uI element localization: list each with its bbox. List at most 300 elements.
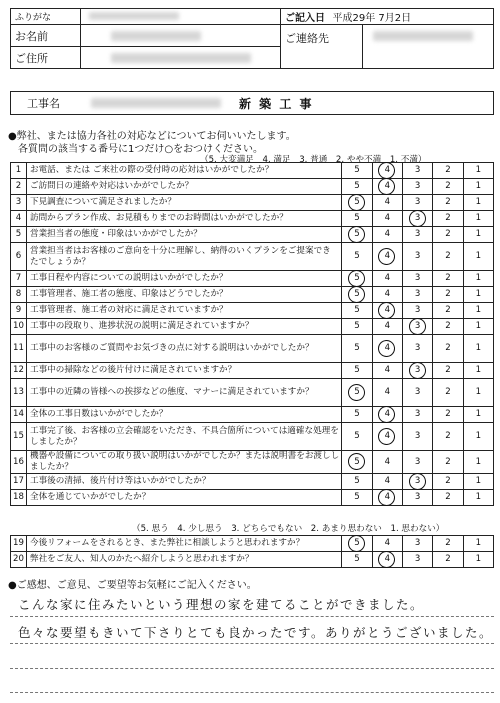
score-option-5[interactable] — [342, 552, 372, 568]
score-option-3[interactable] — [402, 536, 432, 552]
question-number: 20 — [11, 552, 27, 568]
score-number: 4 — [384, 165, 391, 175]
score-number: 4 — [384, 409, 391, 419]
score-number: 4 — [384, 197, 391, 207]
score-option-2[interactable] — [433, 335, 463, 363]
score-number: 1 — [475, 538, 482, 548]
score-number: 2 — [445, 554, 451, 564]
question-row — [11, 552, 494, 568]
intro-line1: ●弊社、または協力各社の対応などについてお伺いいたします。 — [8, 131, 296, 142]
score-number: 2 — [445, 538, 451, 548]
score-option-5[interactable] — [342, 179, 372, 195]
score-number: 4 — [384, 181, 391, 191]
score-option-2[interactable] — [433, 451, 463, 474]
score-option-3[interactable] — [402, 243, 432, 271]
score-number: 3 — [414, 409, 421, 419]
circle-mark — [377, 487, 396, 506]
score-option-3[interactable] — [402, 303, 432, 319]
score-number: 5 — [354, 409, 360, 419]
score-option-4[interactable] — [372, 474, 402, 490]
question-text: 工事管理者、施工者の態度、印象はどうでしたか？ — [26, 287, 341, 303]
question-row — [11, 335, 494, 363]
score-option-2[interactable] — [433, 287, 463, 303]
name-label: お名前 — [11, 25, 81, 47]
question-row — [11, 179, 494, 195]
comments-label: ●ご感想、ご意見、ご要望等お気軽にご記入ください。 — [8, 580, 257, 591]
project-name-box — [10, 91, 494, 115]
score-option-5[interactable] — [342, 287, 372, 303]
question-row — [11, 379, 494, 407]
score-option-1[interactable] — [463, 319, 493, 335]
scale-legend-satisfaction: （5. 大変満足 4. 満足 3. 普通 2. やや不満 1. 不満） — [200, 155, 427, 165]
score-option-4[interactable] — [372, 490, 402, 506]
score-option-4[interactable] — [372, 271, 402, 287]
circle-mark — [347, 192, 366, 211]
score-number: 1 — [475, 343, 482, 353]
score-option-3[interactable] — [402, 227, 432, 243]
score-number: 5 — [354, 365, 360, 375]
score-number: 3 — [414, 431, 421, 441]
score-number: 2 — [445, 476, 451, 486]
score-option-2[interactable] — [433, 423, 463, 451]
score-option-5[interactable] — [342, 451, 372, 474]
circle-mark — [408, 471, 427, 490]
question-text: お電話、または ご来社の際の受付時の応対はいかがでしたか？ — [26, 163, 341, 179]
score-number: 3 — [414, 365, 421, 375]
score-number: 5 — [354, 538, 360, 548]
question-row — [11, 319, 494, 335]
score-number: 4 — [384, 492, 391, 502]
question-text: 工事中の近隣の皆様への挨拶などの態度、マナーに満足されていますか？ — [26, 379, 341, 407]
question-text: 工事中の掃除などの後片付けに満足されていますか？ — [26, 363, 341, 379]
score-number: 1 — [475, 305, 482, 315]
question-row — [11, 303, 494, 319]
score-number: 4 — [384, 538, 391, 548]
score-number: 5 — [354, 181, 360, 191]
score-option-4[interactable] — [372, 287, 402, 303]
score-option-4[interactable] — [372, 195, 402, 211]
score-number: 5 — [354, 197, 360, 207]
score-number: 2 — [445, 321, 451, 331]
question-number: 18 — [11, 490, 27, 506]
score-number: 3 — [414, 538, 421, 548]
questionnaire-table — [10, 162, 494, 506]
score-option-3[interactable] — [402, 195, 432, 211]
score-number: 1 — [475, 554, 482, 564]
score-number: 4 — [384, 273, 391, 283]
score-number: 2 — [445, 165, 451, 175]
score-option-2[interactable] — [433, 490, 463, 506]
question-number: 17 — [11, 474, 27, 490]
score-option-5[interactable] — [342, 271, 372, 287]
circle-mark — [347, 284, 366, 303]
score-number: 2 — [445, 387, 451, 397]
score-option-1[interactable] — [463, 335, 493, 363]
score-number: 2 — [445, 409, 451, 419]
score-option-1[interactable] — [463, 163, 493, 179]
score-option-2[interactable] — [433, 319, 463, 335]
score-number: 4 — [384, 343, 391, 353]
question-text: 機器や設備についての取り扱い説明はいかがでしたか？または説明書をお渡ししましたか？ — [26, 451, 341, 474]
score-number: 5 — [354, 476, 360, 486]
question-number: 7 — [11, 271, 27, 287]
score-number: 5 — [354, 343, 360, 353]
score-option-4[interactable] — [372, 303, 402, 319]
question-number: 12 — [11, 363, 27, 379]
score-number: 4 — [384, 305, 391, 315]
question-number: 2 — [11, 179, 27, 195]
circle-mark — [347, 268, 366, 287]
score-option-4[interactable] — [372, 536, 402, 552]
score-option-1[interactable] — [463, 552, 493, 568]
score-number: 5 — [354, 251, 360, 261]
question-text: 全体を通じていかがでしたか？ — [26, 490, 341, 506]
score-number: 3 — [414, 305, 421, 315]
circle-mark — [377, 176, 396, 195]
questionnaire-table-2 — [10, 535, 494, 568]
score-option-1[interactable] — [463, 287, 493, 303]
score-number: 1 — [475, 431, 482, 441]
score-number: 2 — [445, 431, 451, 441]
score-option-5[interactable] — [342, 474, 372, 490]
score-option-5[interactable] — [342, 243, 372, 271]
comment-rule — [10, 692, 494, 693]
score-option-5[interactable] — [342, 319, 372, 335]
score-number: 1 — [475, 165, 482, 175]
score-option-5[interactable] — [342, 363, 372, 379]
score-number: 5 — [354, 554, 360, 564]
score-option-1[interactable] — [463, 227, 493, 243]
score-option-2[interactable] — [433, 179, 463, 195]
score-option-2[interactable] — [433, 552, 463, 568]
question-row — [11, 536, 494, 552]
question-row — [11, 271, 494, 287]
score-option-5[interactable] — [342, 227, 372, 243]
score-option-4[interactable] — [372, 451, 402, 474]
scale-legend-agreement: （5. 思う 4. 少し思う 3. どちらでもない 2. あまり思わない 1. 思わない） — [132, 524, 445, 534]
question-row — [11, 227, 494, 243]
score-number: 2 — [445, 229, 451, 239]
score-option-3[interactable] — [402, 490, 432, 506]
score-option-3[interactable] — [402, 335, 432, 363]
score-option-3[interactable] — [402, 179, 432, 195]
score-number: 2 — [445, 343, 451, 353]
contact-value — [363, 25, 494, 69]
score-option-3[interactable] — [402, 552, 432, 568]
score-number: 3 — [414, 251, 421, 261]
score-option-5[interactable] — [342, 490, 372, 506]
score-number: 1 — [475, 197, 482, 207]
score-option-1[interactable] — [463, 407, 493, 423]
score-option-5[interactable] — [342, 211, 372, 227]
project-value: 新 築 工 事 — [239, 96, 314, 111]
score-number: 5 — [354, 456, 360, 467]
score-option-5[interactable] — [342, 379, 372, 407]
score-number: 2 — [445, 181, 451, 191]
score-option-4[interactable] — [372, 179, 402, 195]
score-option-1[interactable] — [463, 451, 493, 474]
score-number: 2 — [445, 213, 451, 223]
score-number: 5 — [354, 321, 360, 331]
score-option-2[interactable] — [433, 474, 463, 490]
question-number: 14 — [11, 407, 27, 423]
circle-mark — [347, 224, 366, 243]
score-number: 3 — [414, 554, 421, 564]
question-text: 今後リフォームをされるとき、また弊社に相談しようと思われますか？ — [26, 536, 341, 552]
question-text: 工事日程や内容についての説明はいかがでしたか？ — [26, 271, 341, 287]
score-number: 4 — [384, 554, 391, 564]
score-number: 5 — [354, 431, 360, 441]
question-row — [11, 490, 494, 506]
score-number: 3 — [414, 492, 421, 502]
score-number: 4 — [384, 431, 391, 441]
score-number: 1 — [475, 213, 482, 223]
score-number: 3 — [414, 476, 421, 486]
score-number: 4 — [384, 321, 391, 331]
score-option-3[interactable] — [402, 319, 432, 335]
question-row — [11, 211, 494, 227]
score-number: 3 — [414, 165, 421, 175]
score-number: 5 — [354, 213, 360, 223]
name-value — [81, 25, 281, 47]
comment-line-1: こんな家に住みたいという理想の家を建てることができました。 — [18, 597, 425, 612]
score-number: 1 — [475, 321, 482, 331]
furigana-label: ふりがな — [11, 9, 81, 25]
question-text: ご訪問日の連絡や対応はいかがでしたか？ — [26, 179, 341, 195]
circle-mark — [377, 160, 396, 179]
circle-mark — [408, 360, 427, 379]
score-option-3[interactable] — [402, 474, 432, 490]
score-option-4[interactable] — [372, 211, 402, 227]
score-number: 3 — [414, 387, 421, 397]
score-number: 4 — [384, 456, 391, 467]
question-number: 19 — [11, 536, 27, 552]
date-value: 平成29年 7月2日 — [332, 13, 412, 24]
score-option-1[interactable] — [463, 243, 493, 271]
score-option-1[interactable] — [463, 536, 493, 552]
score-option-3[interactable] — [402, 451, 432, 474]
score-number: 2 — [445, 273, 451, 283]
score-option-1[interactable] — [463, 211, 493, 227]
customer-info-table — [10, 8, 494, 69]
question-row — [11, 243, 494, 271]
score-option-5[interactable] — [342, 423, 372, 451]
circle-mark — [347, 452, 366, 471]
score-number: 1 — [475, 229, 482, 239]
score-option-2[interactable] — [433, 536, 463, 552]
score-number: 1 — [475, 273, 482, 283]
score-option-5[interactable] — [342, 335, 372, 363]
question-text: 工事中のお客様のご質問やお気づきの点に対する説明はいかがでしたか？ — [26, 335, 341, 363]
score-number: 4 — [384, 251, 391, 261]
score-number: 5 — [354, 165, 360, 175]
score-number: 5 — [354, 273, 360, 283]
question-text: 営業担当者はお客様のご意向を十分に理解し、納得のいくプランをご提案できたでしょうか？ — [26, 243, 341, 271]
question-row — [11, 195, 494, 211]
circle-mark — [377, 300, 396, 319]
score-option-2[interactable] — [433, 363, 463, 379]
score-number: 2 — [445, 251, 451, 261]
score-number: 5 — [354, 289, 360, 299]
score-option-1[interactable] — [463, 474, 493, 490]
question-text: 訪問からプラン作成、お見積もりまでのお時間はいかがでしたか？ — [26, 211, 341, 227]
score-number: 3 — [414, 213, 421, 223]
score-number: 3 — [414, 229, 421, 239]
score-number: 3 — [414, 181, 421, 191]
score-number: 3 — [414, 273, 421, 283]
score-option-4[interactable] — [372, 243, 402, 271]
score-number: 1 — [475, 387, 482, 397]
score-option-4[interactable] — [372, 227, 402, 243]
question-text: 弊社をご友人、知人のかたへ紹介しようと思われますか？ — [26, 552, 341, 568]
comment-rule — [10, 616, 494, 617]
score-option-2[interactable] — [433, 407, 463, 423]
address-value — [81, 47, 281, 69]
score-option-1[interactable] — [463, 303, 493, 319]
score-option-1[interactable] — [463, 423, 493, 451]
score-number: 2 — [445, 197, 451, 207]
furigana-value — [81, 9, 281, 25]
score-option-4[interactable] — [372, 423, 402, 451]
question-text: 工事管理者、施工者の対応に満足されていますか？ — [26, 303, 341, 319]
score-option-1[interactable] — [463, 195, 493, 211]
score-option-1[interactable] — [463, 379, 493, 407]
score-option-4[interactable] — [372, 363, 402, 379]
date-label: ご記入日 — [285, 13, 325, 24]
score-number: 3 — [414, 321, 421, 331]
question-number: 1 — [11, 163, 27, 179]
score-option-4[interactable] — [372, 552, 402, 568]
question-row — [11, 287, 494, 303]
comment-rule — [10, 668, 494, 669]
circle-mark — [347, 533, 366, 552]
score-number: 4 — [384, 229, 391, 239]
question-number: 11 — [11, 335, 27, 363]
score-option-2[interactable] — [433, 195, 463, 211]
score-option-3[interactable] — [402, 271, 432, 287]
score-number: 4 — [384, 387, 391, 397]
score-option-3[interactable] — [402, 287, 432, 303]
score-number: 1 — [475, 456, 482, 467]
score-option-4[interactable] — [372, 319, 402, 335]
score-option-2[interactable] — [433, 227, 463, 243]
score-option-3[interactable] — [402, 163, 432, 179]
question-row — [11, 423, 494, 451]
score-option-3[interactable] — [402, 407, 432, 423]
question-row — [11, 451, 494, 474]
question-row — [11, 474, 494, 490]
question-number: 6 — [11, 243, 27, 271]
score-option-1[interactable] — [463, 490, 493, 506]
score-number: 5 — [354, 229, 360, 239]
score-number: 2 — [445, 365, 451, 375]
score-option-3[interactable] — [402, 363, 432, 379]
score-number: 4 — [384, 365, 391, 375]
score-option-1[interactable] — [463, 271, 493, 287]
circle-mark — [377, 338, 396, 357]
score-number: 4 — [384, 213, 391, 223]
score-number: 1 — [475, 251, 482, 261]
score-number: 3 — [414, 456, 421, 467]
question-text: 工事後の清掃、後片付け等はいかがでしたか？ — [26, 474, 341, 490]
comment-line-2: 色々な要望もきいて下さりとても良かったです。ありがとうございました。 — [18, 625, 494, 640]
score-option-5[interactable] — [342, 407, 372, 423]
score-number: 2 — [445, 305, 451, 315]
score-option-4[interactable] — [372, 407, 402, 423]
question-text: 営業担当者の態度・印象はいかがでしたか？ — [26, 227, 341, 243]
score-number: 3 — [414, 343, 421, 353]
question-text: 工事完了後、お客様の立会確認をいただき、不具合箇所については適確な処理をしましたか？ — [26, 423, 341, 451]
question-number: 5 — [11, 227, 27, 243]
score-option-5[interactable] — [342, 195, 372, 211]
score-option-1[interactable] — [463, 363, 493, 379]
score-option-3[interactable] — [402, 423, 432, 451]
score-number: 1 — [475, 365, 482, 375]
score-number: 2 — [445, 289, 451, 299]
score-number: 1 — [475, 289, 482, 299]
date-cell — [281, 9, 494, 25]
question-number: 16 — [11, 451, 27, 474]
question-number: 13 — [11, 379, 27, 407]
score-number: 2 — [445, 456, 451, 467]
question-number: 15 — [11, 423, 27, 451]
score-number: 4 — [384, 476, 391, 486]
score-option-4[interactable] — [372, 335, 402, 363]
question-number: 10 — [11, 319, 27, 335]
score-number: 5 — [354, 305, 360, 315]
score-option-2[interactable] — [433, 303, 463, 319]
question-row — [11, 363, 494, 379]
question-number: 9 — [11, 303, 27, 319]
question-text: 全体の工事日数はいかがでしたか？ — [26, 407, 341, 423]
score-number: 1 — [475, 476, 482, 486]
question-row — [11, 407, 494, 423]
score-option-1[interactable] — [463, 179, 493, 195]
score-number: 5 — [354, 492, 360, 502]
contact-label: ご連絡先 — [281, 25, 363, 69]
score-number: 3 — [414, 197, 421, 207]
question-text: 工事中の段取り、進捗状況の説明に満足されていますか？ — [26, 319, 341, 335]
question-row — [11, 163, 494, 179]
score-option-5[interactable] — [342, 303, 372, 319]
circle-mark — [408, 208, 427, 227]
question-number: 4 — [11, 211, 27, 227]
score-option-2[interactable] — [433, 243, 463, 271]
score-number: 1 — [475, 492, 482, 502]
score-option-2[interactable] — [433, 379, 463, 407]
circle-mark — [377, 426, 396, 445]
score-number: 5 — [354, 387, 360, 397]
comment-rule — [10, 643, 494, 644]
question-number: 3 — [11, 195, 27, 211]
score-option-5[interactable] — [342, 536, 372, 552]
score-number: 2 — [445, 492, 451, 502]
score-option-3[interactable] — [402, 379, 432, 407]
intro-line2: 各質問の該当する番号に1つだけ○をおつけください。 — [18, 144, 263, 155]
score-option-4[interactable] — [372, 163, 402, 179]
question-text: 下見調査について満足されましたか？ — [26, 195, 341, 211]
score-option-2[interactable] — [433, 271, 463, 287]
address-label: ご住所 — [11, 47, 81, 69]
score-option-4[interactable] — [372, 379, 402, 407]
circle-mark — [377, 549, 396, 568]
score-number: 3 — [414, 289, 421, 299]
score-option-3[interactable] — [402, 211, 432, 227]
circle-mark — [347, 382, 366, 401]
score-option-2[interactable] — [433, 211, 463, 227]
score-option-5[interactable] — [342, 163, 372, 179]
score-option-2[interactable] — [433, 163, 463, 179]
